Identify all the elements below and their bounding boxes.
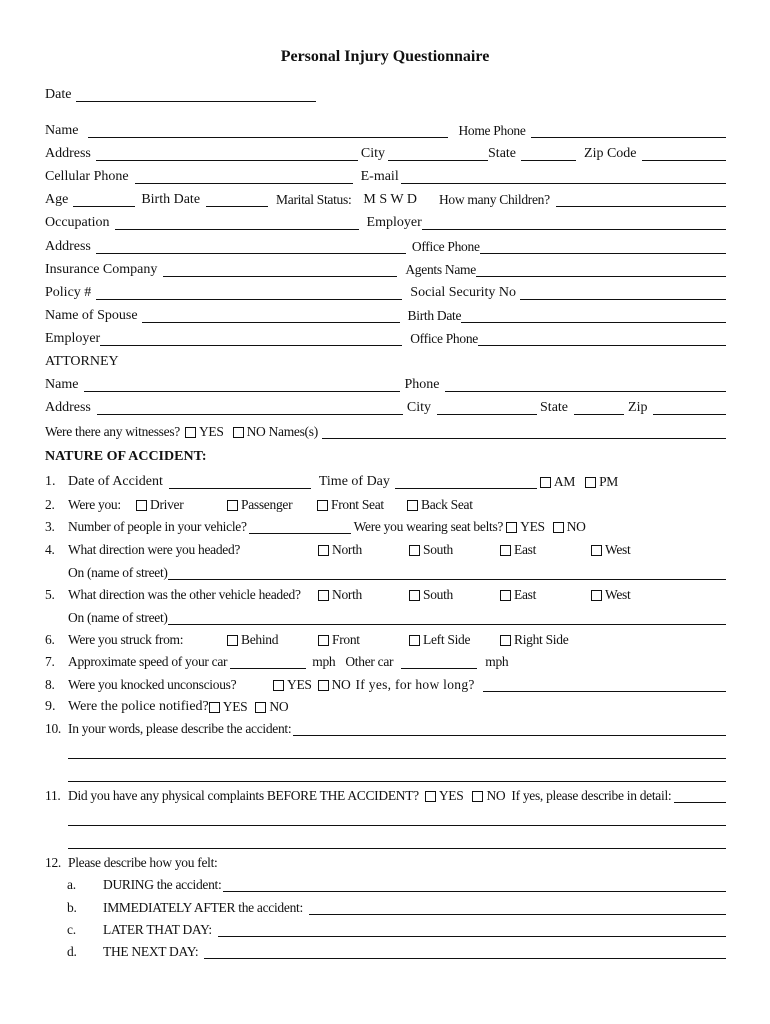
time-of-day-label: Time of Day [318, 474, 390, 489]
witnesses-no-label: NO Names(s) [246, 424, 318, 439]
q8-number: 8. [45, 677, 55, 692]
zip-field[interactable] [642, 146, 726, 161]
birth-date-field[interactable] [206, 192, 268, 207]
policy-label: Policy # [45, 285, 92, 300]
q4-east-checkbox[interactable] [500, 545, 511, 556]
ssn-field[interactable] [520, 285, 726, 300]
q2-label: Were you: [68, 497, 121, 512]
address-field[interactable] [96, 146, 358, 161]
accident-date-field[interactable] [169, 474, 311, 489]
q1-row [45, 471, 726, 491]
attorney-name-row [45, 374, 726, 394]
q5-street-row [45, 607, 726, 627]
attorney-heading-row [45, 351, 726, 371]
q10-row [45, 718, 726, 738]
seat-belts-label: Were you wearing seat belts? [353, 519, 504, 534]
q6-label: Were you struck from: [68, 632, 184, 647]
spouse-birth-field[interactable] [461, 308, 726, 323]
attorney-city-field[interactable] [437, 400, 537, 415]
policy-row [45, 282, 726, 302]
your-speed-field[interactable] [230, 654, 306, 669]
q5-number: 5. [45, 587, 55, 602]
your-mph-label: mph [312, 654, 336, 669]
time-of-day-field[interactable] [395, 474, 537, 489]
complaints-detail-field[interactable] [674, 788, 726, 803]
front-seat-label: Front Seat [331, 497, 384, 512]
q12c-label: LATER THAT DAY: [103, 922, 212, 937]
pm-checkbox[interactable] [585, 477, 596, 488]
front-checkbox[interactable] [318, 635, 329, 646]
q9-row [45, 696, 726, 716]
behind-label: Behind [241, 632, 279, 647]
address-row [45, 143, 726, 163]
q1-label: Date of Accident [68, 474, 163, 489]
date-label: Date [45, 87, 72, 102]
employer-label: Employer [366, 215, 422, 230]
q5-north-checkbox[interactable] [318, 590, 329, 601]
q12c-field[interactable] [218, 922, 726, 937]
complaints-detail-label: If yes, please describe in detail: [511, 788, 672, 803]
cell-row [45, 166, 726, 186]
attorney-name-field[interactable] [84, 377, 400, 392]
q8-row [45, 674, 726, 694]
q4-south-checkbox[interactable] [409, 545, 420, 556]
q9-label: Were the police notified? [68, 699, 209, 714]
belts-yes-checkbox[interactable] [506, 522, 517, 533]
complaints-no-label: NO [486, 788, 506, 803]
right-side-label: Right Side [514, 632, 569, 647]
spouse-field[interactable] [142, 308, 400, 323]
q4-south-label: South [423, 542, 454, 557]
email-field[interactable] [401, 169, 726, 184]
insurance-row [45, 259, 726, 279]
city-field[interactable] [388, 146, 488, 161]
q7-number: 7. [45, 654, 55, 669]
q4-street-row [45, 562, 726, 582]
q12d-label: THE NEXT DAY: [103, 944, 199, 959]
q5-north-label: North [332, 587, 362, 602]
right-side-checkbox[interactable] [500, 635, 511, 646]
q10-line-2 [45, 741, 726, 761]
witnesses-no-checkbox[interactable] [233, 427, 244, 438]
q12b-letter: b. [67, 900, 77, 915]
complaints-detail-line[interactable] [68, 811, 726, 826]
office-phone-label: Office Phone [411, 239, 480, 254]
q5-street-label: On (name of street) [68, 610, 168, 625]
complaints-yes-checkbox[interactable] [425, 791, 436, 802]
name-label: Name [45, 123, 79, 138]
work-address-field[interactable] [96, 239, 406, 254]
q12a-row [45, 874, 726, 894]
email-label: E-mail [360, 169, 399, 184]
spouse-employer-row [45, 328, 726, 348]
am-label: AM [553, 474, 576, 489]
witnesses-row [45, 421, 726, 441]
witnesses-yes-label: YES [198, 424, 224, 439]
q12d-field[interactable] [204, 944, 726, 959]
q11-line-3 [45, 831, 726, 851]
q10-line-3 [45, 764, 726, 784]
q4-north-label: North [332, 542, 362, 557]
unconscious-yes-checkbox[interactable] [273, 680, 284, 691]
left-side-label: Left Side [423, 632, 471, 647]
agents-field[interactable] [476, 262, 726, 277]
spouse-birth-label: Birth Date [407, 308, 462, 323]
q5-label: What direction was the other vehicle headed? [68, 587, 301, 602]
belts-no-label: NO [566, 519, 586, 534]
q5-west-label: West [605, 587, 631, 602]
unconscious-duration-field[interactable] [483, 677, 726, 692]
q4-label: What direction were you headed? [68, 542, 241, 557]
age-row [45, 189, 726, 209]
q11-number: 11. [45, 788, 61, 803]
employer-field[interactable] [422, 215, 726, 230]
q12b-label: IMMEDIATELY AFTER the accident: [103, 900, 303, 915]
pm-label: PM [599, 474, 618, 489]
q11-line-2 [45, 808, 726, 828]
nature-heading: NATURE OF ACCIDENT: [45, 449, 207, 464]
attorney-phone-field[interactable] [445, 377, 726, 392]
q4-north-checkbox[interactable] [318, 545, 329, 556]
q3-number: 3. [45, 519, 55, 534]
other-mph-label: mph [485, 654, 509, 669]
state-field[interactable] [521, 146, 576, 161]
q4-west-label: West [605, 542, 631, 557]
q10-number: 10. [45, 721, 61, 736]
q4-east-label: East [514, 542, 537, 557]
driver-label: Driver [150, 497, 184, 512]
attorney-city-label: City [406, 400, 432, 415]
q12-label: Please describe how you felt: [68, 855, 218, 870]
attorney-address-field[interactable] [97, 400, 403, 415]
front-seat-checkbox[interactable] [317, 500, 328, 511]
witnesses-names-field[interactable] [322, 424, 726, 439]
police-yes-label: YES [222, 699, 248, 714]
q4-west-checkbox[interactable] [591, 545, 602, 556]
ssn-label: Social Security No [410, 285, 517, 300]
zip-label: Zip Code [584, 146, 637, 161]
children-label: How many Children? [438, 192, 550, 207]
belts-yes-label: YES [520, 519, 545, 534]
passenger-label: Passenger [241, 497, 293, 512]
witnesses-label: Were there any witnesses? [45, 424, 180, 439]
spouse-office-label: Office Phone [410, 331, 478, 346]
q12b-field[interactable] [309, 900, 726, 915]
name-field[interactable] [88, 123, 448, 138]
marital-options[interactable]: M S W D [363, 192, 417, 207]
age-label: Age [45, 192, 69, 207]
birth-date-label: Birth Date [141, 192, 201, 207]
belts-no-checkbox[interactable] [553, 522, 564, 533]
q6-row [45, 629, 726, 649]
q5-south-label: South [423, 587, 454, 602]
other-speed-field[interactable] [401, 654, 477, 669]
q1-number: 1. [45, 474, 56, 489]
q5-east-checkbox[interactable] [500, 590, 511, 601]
home-phone-field[interactable] [531, 123, 726, 138]
attorney-state-label: State [540, 400, 569, 415]
q5-west-checkbox[interactable] [591, 590, 602, 601]
other-car-label: Other car [345, 654, 394, 669]
occupation-label: Occupation [45, 215, 110, 230]
q7-row [45, 651, 726, 671]
q12c-row [45, 919, 726, 939]
q12a-field[interactable] [223, 877, 726, 892]
attorney-address-label: Address [45, 400, 91, 415]
unconscious-yes-label: YES [287, 677, 312, 692]
q8-label: Were you knocked unconscious? [68, 677, 237, 692]
accident-description-field[interactable] [293, 721, 726, 736]
office-phone-field[interactable] [480, 239, 726, 254]
q12d-letter: d. [67, 944, 77, 959]
attorney-state-field[interactable] [574, 400, 624, 415]
insurance-field[interactable] [163, 262, 397, 277]
back-seat-label: Back Seat [421, 497, 473, 512]
accident-description-line[interactable] [68, 767, 726, 782]
police-no-label: NO [269, 699, 289, 714]
age-field[interactable] [73, 192, 135, 207]
q5-street-field[interactable] [168, 610, 726, 625]
q5-east-label: East [514, 587, 537, 602]
home-phone-label: Home Phone [458, 123, 526, 138]
occupation-field[interactable] [115, 215, 359, 230]
attorney-name-label: Name [45, 377, 79, 392]
am-checkbox[interactable] [540, 477, 551, 488]
occupation-row [45, 212, 726, 232]
q4-street-label: On (name of street) [68, 565, 168, 580]
spouse-employer-label: Employer [45, 331, 101, 346]
back-seat-checkbox[interactable] [407, 500, 418, 511]
q11-row [45, 785, 726, 805]
unconscious-no-checkbox[interactable] [318, 680, 329, 691]
name-row [45, 120, 726, 140]
witnesses-yes-checkbox[interactable] [185, 427, 196, 438]
q12a-label: DURING the accident: [103, 877, 222, 892]
date-row [45, 84, 726, 104]
complaints-yes-label: YES [438, 788, 464, 803]
spouse-office-field[interactable] [478, 331, 726, 346]
q4-row [45, 539, 726, 559]
q10-label: In your words, please describe the accident: [68, 721, 292, 736]
work-address-row [45, 236, 726, 256]
left-side-checkbox[interactable] [409, 635, 420, 646]
q4-street-field[interactable] [168, 565, 726, 580]
people-count-field[interactable] [249, 519, 351, 534]
attorney-zip-field[interactable] [653, 400, 726, 415]
attorney-heading: ATTORNEY [45, 354, 119, 369]
city-label: City [360, 146, 386, 161]
q12-row [45, 852, 726, 872]
agents-label: Agents Name [405, 262, 476, 277]
police-no-checkbox[interactable] [255, 702, 266, 713]
q12a-letter: a. [67, 877, 76, 892]
nature-heading-row [45, 446, 726, 466]
complaints-no-checkbox[interactable] [472, 791, 483, 802]
q3-row [45, 516, 726, 536]
behind-checkbox[interactable] [227, 635, 238, 646]
q4-number: 4. [45, 542, 55, 557]
q3-label: Number of people in your vehicle? [68, 519, 247, 534]
spouse-row [45, 305, 726, 325]
marital-label: Marital Status: [276, 192, 352, 207]
attorney-phone-label: Phone [404, 377, 440, 392]
state-label: State [488, 146, 517, 161]
q5-row [45, 584, 726, 604]
spouse-label: Name of Spouse [45, 308, 138, 323]
work-address-label: Address [45, 239, 91, 254]
unconscious-no-label: NO [331, 677, 351, 692]
q12b-row [45, 897, 726, 917]
complaints-detail-line[interactable] [68, 834, 726, 849]
children-field[interactable] [556, 192, 726, 207]
driver-checkbox[interactable] [136, 500, 147, 511]
attorney-address-row [45, 397, 726, 417]
policy-field[interactable] [96, 285, 402, 300]
address-label: Address [45, 146, 91, 161]
date-field[interactable] [76, 87, 316, 102]
q2-number: 2. [45, 497, 55, 512]
q11-label: Did you have any physical complaints BEFORE THE ACCIDENT? [68, 788, 419, 803]
q5-south-checkbox[interactable] [409, 590, 420, 601]
unconscious-duration-label: If yes, for how long? [355, 677, 475, 692]
q12c-letter: c. [67, 922, 76, 937]
q7-label: Approximate speed of your car [68, 654, 228, 669]
q12-number: 12. [45, 855, 61, 870]
police-yes-checkbox[interactable] [209, 702, 220, 713]
q2-row [45, 494, 726, 514]
spouse-employer-field[interactable] [100, 331, 402, 346]
passenger-checkbox[interactable] [227, 500, 238, 511]
q9-number: 9. [45, 699, 56, 714]
attorney-zip-label: Zip [628, 400, 648, 415]
q12d-row [45, 941, 726, 961]
page-title: Personal Injury Questionnaire [280, 48, 490, 65]
insurance-label: Insurance Company [45, 262, 158, 277]
q6-number: 6. [45, 632, 55, 647]
accident-description-line[interactable] [68, 744, 726, 759]
cell-field[interactable] [135, 169, 353, 184]
cell-label: Cellular Phone [45, 169, 129, 184]
front-label: Front [332, 632, 360, 647]
